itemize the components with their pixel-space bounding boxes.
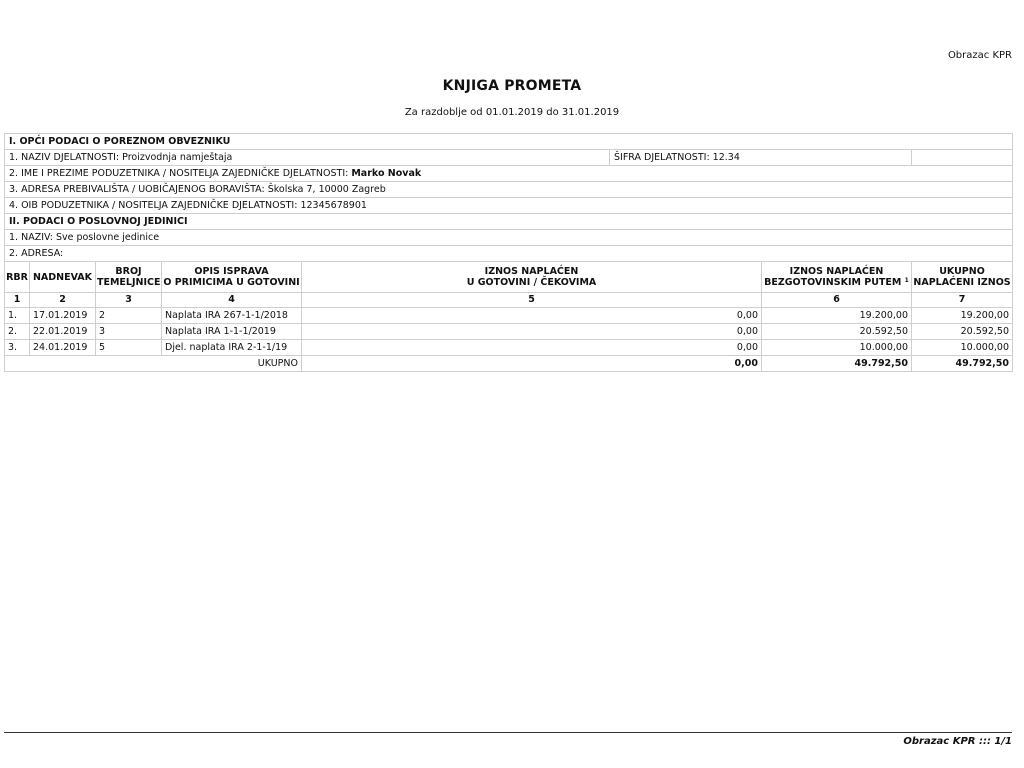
column-number: 5 [302, 293, 762, 308]
totals-noncash: 49.792,50 [762, 356, 912, 372]
row-total: 19.200,00 [912, 308, 1013, 324]
header-rbr-label: RBR [6, 271, 28, 283]
owner-label: 2. IME I PREZIME PODUZETNIKA / NOSITELJA ZAJEDNIČKE DJELATNOSTI: [9, 168, 352, 179]
row-noncash: 10.000,00 [762, 340, 912, 356]
header-noncash-line2: BEZGOTOVINSKIM PUTEM [764, 277, 902, 288]
form-code: Obrazac KPR [947, 50, 1012, 61]
totals-total: 49.792,50 [912, 356, 1013, 372]
activity-row [5, 150, 1013, 166]
oib-row [5, 198, 1013, 214]
owner-name: Marko Novak [351, 168, 422, 179]
header-doc-line2: TEMELJNICE [97, 277, 161, 288]
header-noncash-footnote: 1 [904, 277, 909, 284]
totals-cash: 0,00 [302, 356, 762, 372]
header-rbr [5, 262, 30, 293]
row-doc: 3 [96, 324, 162, 340]
business-unit-section-row [5, 214, 1013, 230]
taxpayer-oib: 4. OIB PODUZETNIKA / NOSITELJA ZAJEDNIČKE DJELATNOSTI: 12345678901 [5, 198, 1013, 214]
column-number: 2 [30, 293, 96, 308]
row-desc: Naplata IRA 1-1-1/2019 [162, 324, 302, 340]
header-cash [302, 262, 762, 293]
row-desc: Djel. naplata IRA 2-1-1/19 [162, 340, 302, 356]
row-cash: 0,00 [302, 324, 762, 340]
row-noncash: 20.592,50 [762, 324, 912, 340]
row-rbr: 2. [5, 324, 30, 340]
business-unit-name: 1. NAZIV: Sve poslovne jedinice [5, 230, 1013, 246]
taxpayer-section-row [5, 134, 1013, 150]
row-rbr: 1. [5, 308, 30, 324]
business-unit-address-row [5, 246, 1013, 262]
row-total: 10.000,00 [912, 340, 1013, 356]
owner-row [5, 166, 1013, 182]
row-date: 17.01.2019 [30, 308, 96, 324]
column-number: 4 [162, 293, 302, 308]
column-number-row [5, 293, 1013, 308]
header-doc-line1: BROJ [115, 266, 142, 277]
row-noncash: 19.200,00 [762, 308, 912, 324]
table-row [5, 324, 1013, 340]
table-row [5, 340, 1013, 356]
header-total-line2: NAPLAĆENI IZNOS [913, 277, 1011, 288]
header-description [162, 262, 302, 293]
period-text: Za razdoblje od 01.01.2019 do 31.01.2019 [404, 107, 620, 118]
activity-name: 1. NAZIV DJELATNOSTI: Proizvodnja namještaja [5, 150, 610, 166]
header-doc-number [96, 262, 162, 293]
turnover-table [4, 261, 1013, 372]
header-date-label: NADNEVAK [32, 271, 93, 283]
business-unit-section-title: II. PODACI O POSLOVNOJ JEDINICI [5, 214, 1013, 230]
header-cash-line2: U GOTOVINI / ČEKOVIMA [466, 277, 597, 288]
header-desc-line1: OPIS ISPRAVA [194, 266, 269, 277]
row-date: 22.01.2019 [30, 324, 96, 340]
activity-empty-cell [912, 150, 1013, 166]
activity-code: ŠIFRA DJELATNOSTI: 12.34 [610, 150, 912, 166]
address-row [5, 182, 1013, 198]
footer-page-info: Obrazac KPR ::: 1/1 [903, 736, 1012, 747]
taxpayer-info-table [4, 133, 1013, 262]
totals-label: UKUPNO [5, 356, 302, 372]
footer-divider [4, 732, 1012, 733]
totals-row [5, 356, 1013, 372]
document-title: KNJIGA PROMETA [442, 78, 582, 94]
column-number: 3 [96, 293, 162, 308]
taxpayer-section-title: I. OPĆI PODACI O POREZNOM OBVEZNIKU [5, 134, 1013, 150]
header-date [30, 262, 96, 293]
row-cash: 0,00 [302, 340, 762, 356]
header-total [912, 262, 1013, 293]
row-doc: 5 [96, 340, 162, 356]
row-date: 24.01.2019 [30, 340, 96, 356]
row-doc: 2 [96, 308, 162, 324]
header-noncash [762, 262, 912, 293]
column-number: 7 [912, 293, 1013, 308]
header-desc-line2: O PRIMICIMA U GOTOVINI [163, 277, 300, 288]
header-cash-line1: IZNOS NAPLAĆEN [484, 266, 579, 277]
table-header-row [5, 262, 1013, 293]
header-total-line1: UKUPNO [939, 266, 985, 277]
column-number: 6 [762, 293, 912, 308]
row-rbr: 3. [5, 340, 30, 356]
table-row [5, 308, 1013, 324]
business-unit-address: 2. ADRESA: [5, 246, 1013, 262]
taxpayer-address: 3. ADRESA PREBIVALIŠTA / UOBIČAJENOG BORAVIŠTA: Školska 7, 10000 Zagreb [5, 182, 1013, 198]
header-noncash-line1: IZNOS NAPLAĆEN [789, 266, 884, 277]
business-unit-name-row [5, 230, 1013, 246]
owner-cell [5, 166, 1013, 182]
column-number: 1 [5, 293, 30, 308]
row-total: 20.592,50 [912, 324, 1013, 340]
row-cash: 0,00 [302, 308, 762, 324]
row-desc: Naplata IRA 267-1-1/2018 [162, 308, 302, 324]
